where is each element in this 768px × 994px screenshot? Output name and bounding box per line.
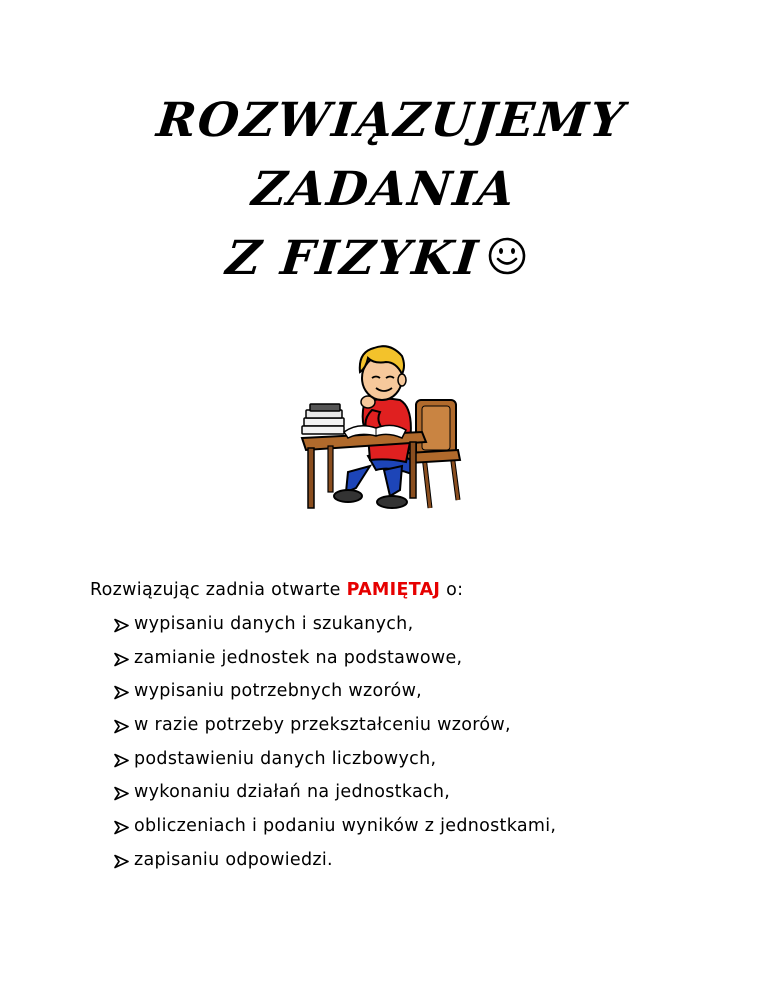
title-line-2: ZADANIA xyxy=(249,162,519,217)
arrow-bullet-icon xyxy=(114,786,129,801)
arrow-bullet-icon xyxy=(114,618,129,633)
pamietaj-highlight: PAMIĘTAJ xyxy=(346,580,441,600)
checklist xyxy=(90,608,730,878)
arrow-bullet-icon xyxy=(114,854,129,869)
arrow-bullet-icon xyxy=(114,820,129,835)
list-item: zapisaniu odpowiedzi. xyxy=(114,844,730,878)
page-title xyxy=(0,86,768,293)
intro-text: Rozwiązując zadnia otwarte xyxy=(90,580,347,600)
arrow-bullet-icon xyxy=(114,685,129,700)
title-line-3: Z FIZYKI xyxy=(0,224,764,293)
list-item: wypisaniu danych i szukanych, xyxy=(114,608,730,642)
list-item: podstawieniu danych liczbowych, xyxy=(114,743,730,777)
list-item: obliczeniach i podaniu wyników z jednostkami, xyxy=(114,810,730,844)
arrow-bullet-icon xyxy=(114,719,129,734)
intro-suffix: o: xyxy=(440,580,464,600)
list-item: zamianie jednostek na podstawowe, xyxy=(114,642,730,676)
smiley-face-icon xyxy=(487,236,527,276)
instructions xyxy=(90,572,730,878)
title-line-1: ROZWIĄZUJEMY xyxy=(154,93,629,148)
intro-line xyxy=(90,572,730,608)
list-item: w razie potrzeby przekształceniu wzorów, xyxy=(114,709,730,743)
list-item: wykonaniu działań na jednostkach, xyxy=(114,776,730,810)
arrow-bullet-icon xyxy=(114,652,129,667)
boy-studying-at-desk-illustration xyxy=(298,338,474,520)
list-item: wypisaniu potrzebnych wzorów, xyxy=(114,675,730,709)
arrow-bullet-icon xyxy=(114,753,129,768)
